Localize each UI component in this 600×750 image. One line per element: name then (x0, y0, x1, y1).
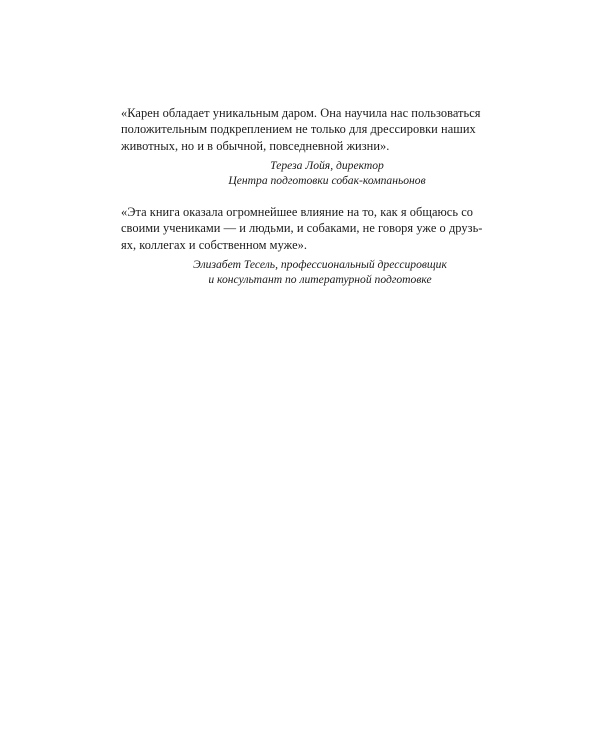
testimonial-1 (121, 105, 517, 188)
attribution-line: Центра подготовки собак-компаньонов (228, 173, 426, 187)
quote-line: ях, коллегах и собственном муже». (121, 237, 308, 252)
testimonial-2 (121, 204, 517, 287)
testimonial-2-text (121, 204, 517, 253)
testimonial-1-text (121, 105, 517, 154)
attribution-line: Элизабет Тесель, профессиональный дрессировщик (193, 257, 447, 271)
testimonial-2-attribution (121, 257, 517, 287)
attribution-line: Тереза Лойя, директор (270, 158, 384, 172)
quote-line: животных, но и в обычной, повседневной жизни». (121, 138, 390, 153)
quote-line: своими учениками — и людьми, и собаками, не говоря уже о друзь- (121, 221, 483, 236)
quote-line: положительным подкреплением не только для дрессировки наших (121, 122, 476, 137)
quote-line: «Эта книга оказала огромнейшее влияние на то, как я общаюсь со (121, 205, 473, 219)
testimonial-1-attribution (121, 158, 517, 188)
quote-line: «Карен обладает уникальным даром. Она научила нас пользоваться (121, 106, 481, 120)
attribution-line: и консультант по литературной подготовке (208, 272, 432, 286)
